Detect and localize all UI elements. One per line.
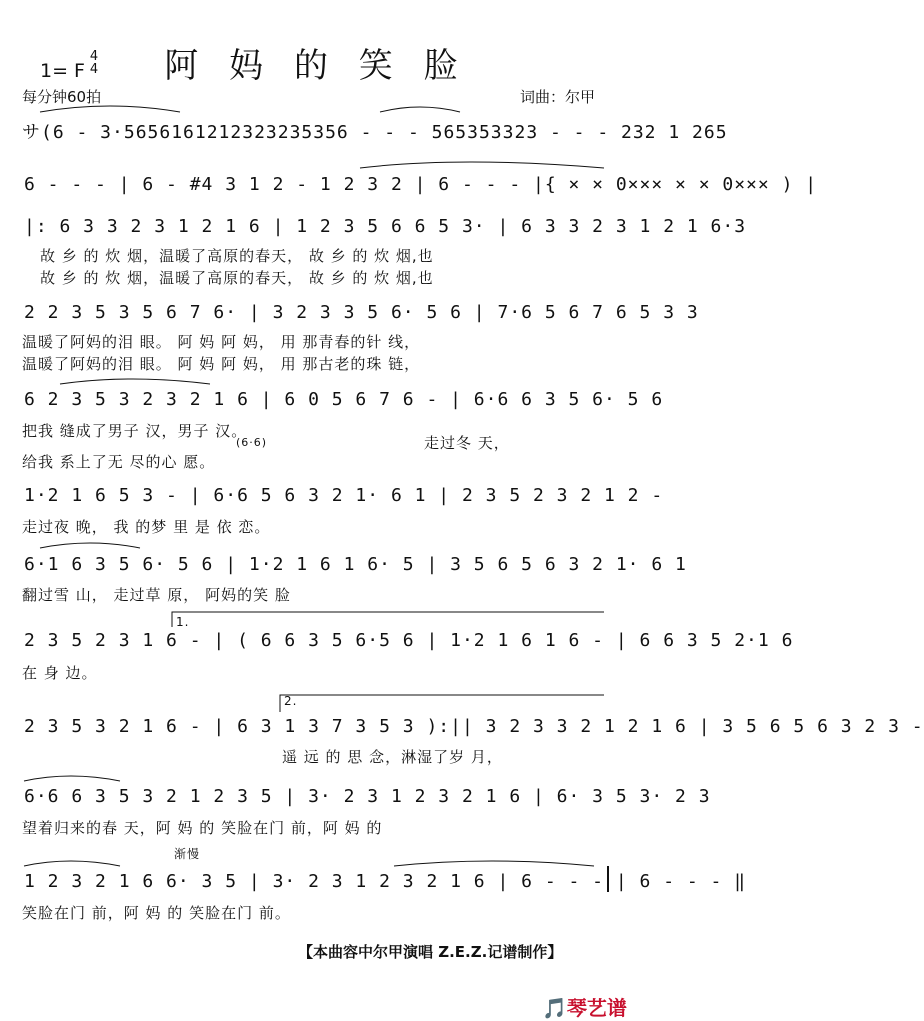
lyric-row-3b: 故 乡 的 炊 烟，温暖了高原的春天， 故 乡 的 炊 烟,也 [40, 269, 434, 287]
slur-row7-a [40, 543, 140, 548]
notation-row-1: サ(6 - 3·5656161212323235356 - - - 565353323 - - - 232 1 265 [22, 122, 728, 143]
meter-bottom: 4 [89, 62, 99, 77]
notation-row-3: |: 6 3 3 2 3 1 2 1 6 | 1 2 3 5 6 6 5 3· | 6 3 3 2 3 1 2 1 6·3 [24, 216, 747, 237]
notation-row-11: 1 2 3 2 1 6 6· 3 5 | 3· 2 3 1 2 3 2 1 6 | 6 - - - | 6 - - - ‖ [24, 871, 747, 892]
lyric-row-11: 笑脸在门 前，阿 妈 的 笑脸在门 前。 [22, 904, 291, 922]
notation-row-9: 2 3 5 3 2 1 6 - | 6 3 1 3 7 3 5 3 ):|| 3 2 3 3 2 1 2 1 6 | 3 5 6 5 6 3 2 3 - [24, 716, 924, 737]
notation-row-4: 2 2 3 5 3 5 6 7 6· | 3 2 3 3 5 6· 5 6 | 7·6 5 6 7 6 5 3 3 [24, 302, 699, 323]
lyric-row-4b: 温暖了阿妈的泪 眼。 阿 妈 阿 妈， 用 那古老的珠 链， [22, 355, 421, 373]
lyric-row-4a: 温暖了阿妈的泪 眼。 阿 妈 阿 妈， 用 那青春的针 线， [22, 333, 421, 351]
notation-row-8: 2 3 5 2 3 1 6 - | ( 6 6 3 5 6·5 6 | 1·2 1 6 1 6 - | 6 6 3 5 2·1 6 [24, 630, 794, 651]
slur-row11-b [394, 861, 594, 866]
credit-line: 词曲：尔甲 [520, 88, 596, 106]
tempo-marking: 每分钟60拍 [22, 88, 102, 106]
slur-row11-a [24, 861, 120, 866]
watermark-logo [542, 992, 627, 1021]
volta-1-label: 1. [176, 615, 190, 629]
lyric-row-9: 遥 远 的 思 念，淋湿了岁 月， [282, 748, 503, 766]
lyric-row-6: 走过夜 晚， 我 的梦 里 是 依 恋。 [22, 518, 271, 536]
slur-row2-a [360, 162, 604, 168]
volta-2-label: 2. [284, 694, 298, 708]
notation-row-10: 6·6 6 3 5 3 2 1 2 3 5 | 3· 2 3 1 2 3 2 1 6 | 6· 3 5 3· 2 3 [24, 786, 711, 807]
notation-row-7: 6·1 6 3 5 6· 5 6 | 1·2 1 6 1 6· 5 | 3 5 6 5 6 3 2 1· 6 1 [24, 554, 687, 575]
volta-2-bracket [280, 695, 604, 712]
logo-icon: 🎵 [542, 996, 567, 1020]
meter-top: 4 [89, 49, 99, 64]
lyric-row-8: 在 身 边。 [22, 664, 98, 682]
time-signature [88, 50, 100, 76]
slur-row10-a [24, 776, 120, 781]
lyric-row-7: 翻过雪 山， 走过草 原， 阿妈的笑 脸 [22, 586, 291, 604]
key-signature: 1= F [40, 60, 85, 82]
slur-row1-b [380, 107, 460, 112]
lyric-row-5-aside: 走过冬 天， [424, 434, 510, 452]
song-title: 阿 妈 的 笑 脸 [164, 46, 468, 86]
notation-row-2: 6 - - - | 6 - #4 3 1 2 - 1 2 3 2 | 6 - - - |{ × × 0××× × × 0××× ) | [24, 174, 818, 195]
tempo-change-marking: 渐慢 [174, 847, 201, 861]
watermark-text: 琴艺谱 [566, 996, 627, 1020]
lyric-row-5b: 给我 系上了无 尽的心 愿。 [22, 453, 216, 471]
footer-credit: 【本曲容中尔甲演唱 Z.E.Z.记谱制作】 [298, 943, 563, 961]
volta-1-bracket [172, 612, 604, 627]
slur-row5-a [60, 379, 210, 384]
notation-row-5: 6 2 3 5 3 2 3 2 1 6 | 6 0 5 6 7 6 - | 6·6 6 3 5 6· 5 6 [24, 389, 664, 410]
lyric-row-10: 望着归来的春 天，阿 妈 的 笑脸在门 前，阿 妈 的 [22, 819, 383, 837]
notation-row-6: 1·2 1 6 5 3 - | 6·6 5 6 3 2 1· 6 1 | 2 3 5 2 3 2 1 2 - [24, 485, 664, 506]
lyric-row-5a: 把我 缝成了男子 汉，男子 汉。 [22, 422, 248, 440]
lyric-row-3a: 故 乡 的 炊 烟，温暖了高原的春天， 故 乡 的 炊 烟,也 [40, 247, 434, 265]
alt-notes-marking: (6·6) [236, 436, 268, 449]
